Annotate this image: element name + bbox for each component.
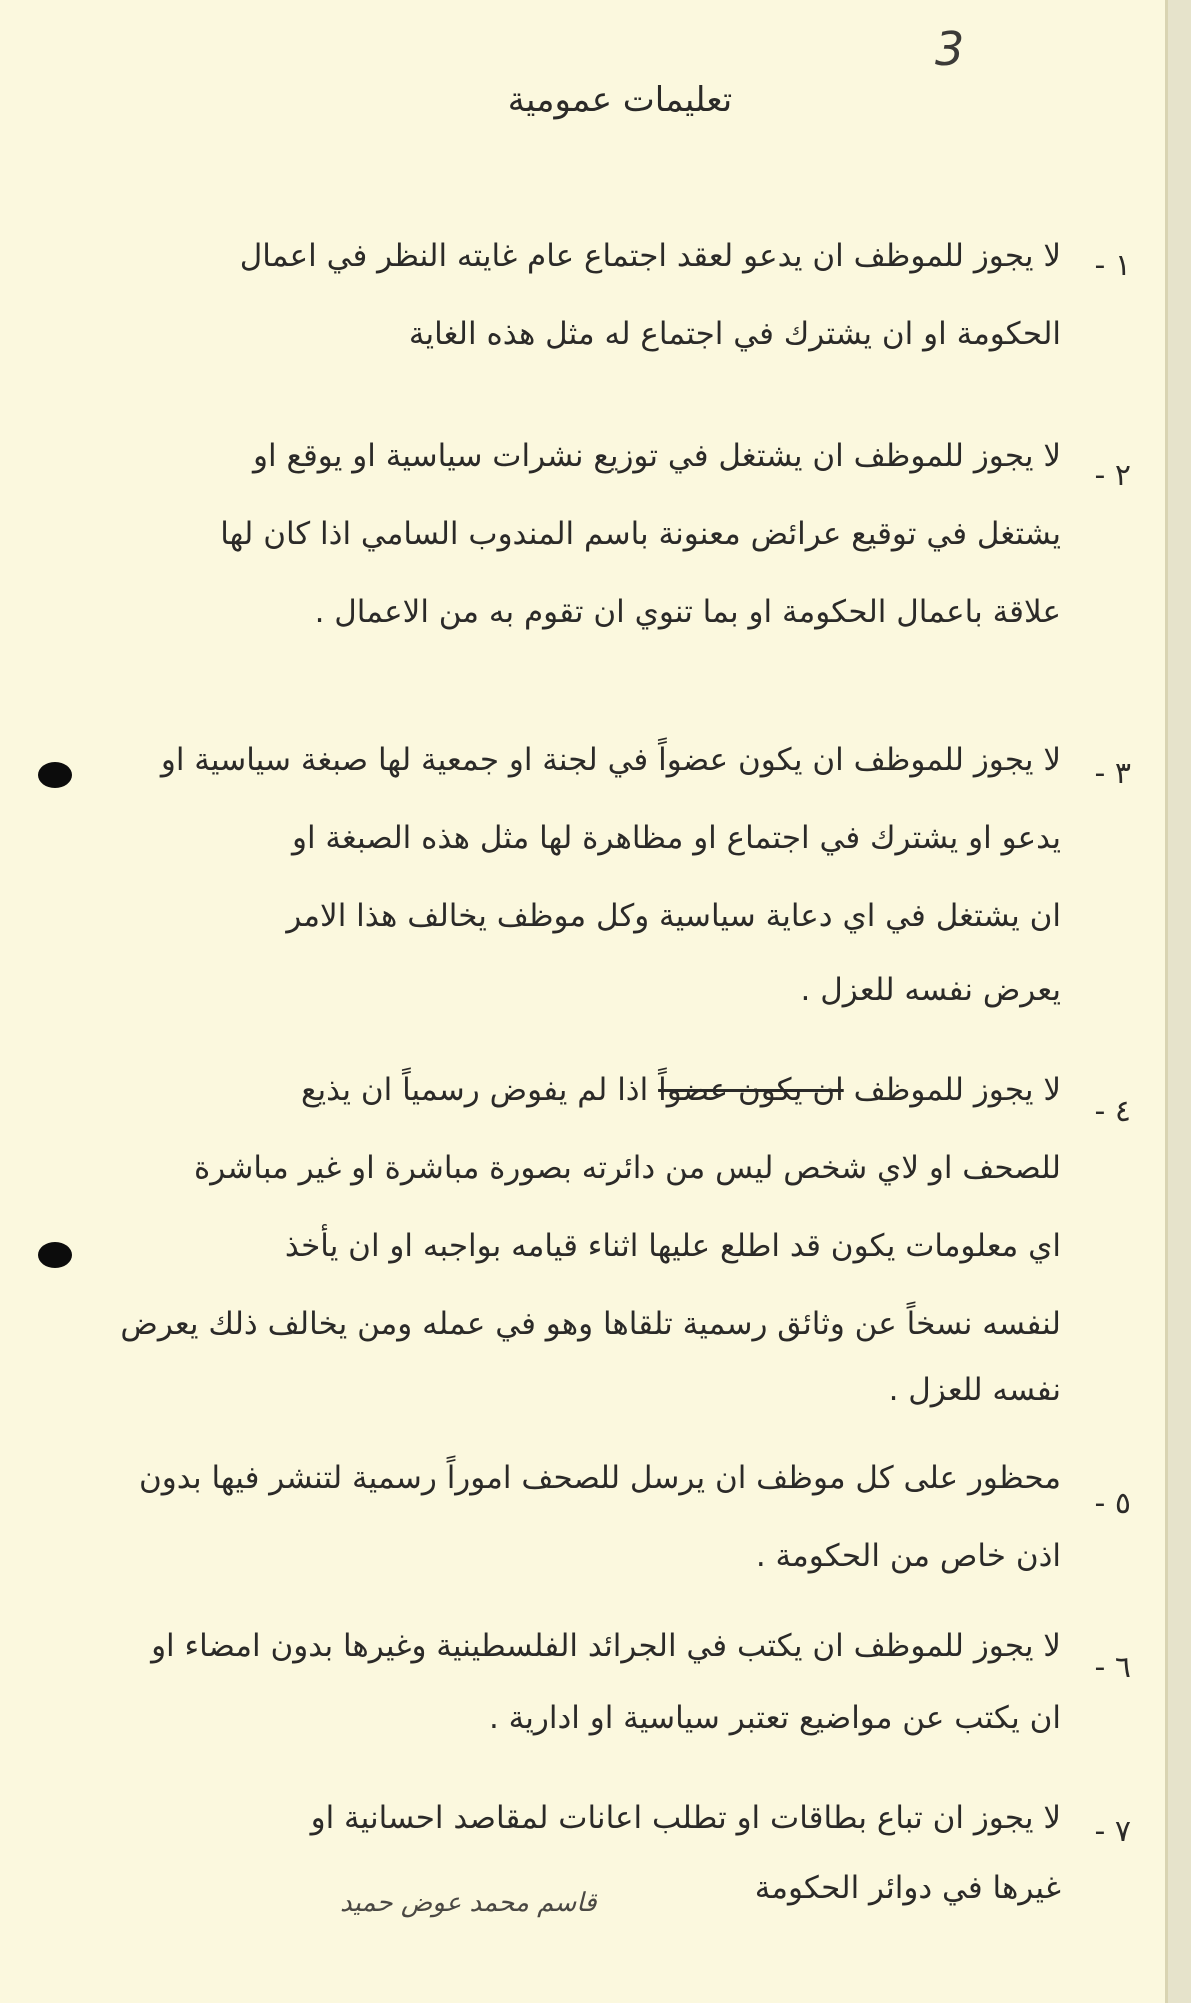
item-line: يعرض نفسه للعزل .	[800, 972, 1061, 1008]
item-line: يشتغل في توقيع عرائض معنونة باسم المندوب السامي اذا كان لها	[220, 516, 1061, 552]
signature: قاسم محمد عوض حميد	[340, 1888, 597, 1918]
item-line-end: اذا لم يفوض رسمياً ان يذيع	[300, 1072, 649, 1108]
item-line: لا يجوز للموظف ان يدعو لعقد اجتماع عام غايته النظر في اعمال	[239, 238, 1061, 274]
item-line: لا يجوز ان تباع بطاقات او تطلب اعانات لمقاصد احسانية او	[310, 1800, 1061, 1836]
item-line: ان يكتب عن مواضيع تعتبر سياسية او ادارية .	[488, 1700, 1061, 1736]
item-line: للصحف او لاي شخص ليس من دائرته بصورة مباشرة او غير مباشرة	[194, 1150, 1061, 1186]
item-line: لا يجوز للموظف ان يكون عضواً في لجنة او جمعية لها صبغة سياسية او	[160, 742, 1061, 778]
item-line: علاقة باعمال الحكومة او بما تنوي ان تقوم به من الاعمال .	[314, 594, 1061, 630]
item-number: ١ -	[1094, 248, 1131, 283]
item-line-with-correction	[301, 1072, 1061, 1108]
item-line: محظور على كل موظف ان يرسل للصحف اموراً رسمية لتنشر فيها بدون	[138, 1460, 1061, 1496]
item-line: لنفسه نسخاً عن وثائق رسمية تلقاها وهو في عمله ومن يخالف ذلك يعرض	[120, 1306, 1061, 1342]
document-title: تعليمات عمومية	[507, 80, 733, 120]
ink-blot	[38, 762, 72, 788]
item-number: ٣ -	[1094, 756, 1131, 791]
item-line: الحكومة او ان يشترك في اجتماع له مثل هذه الغاية	[408, 316, 1061, 352]
item-number: ٧ -	[1094, 1814, 1131, 1849]
item-number: ٢ -	[1094, 458, 1131, 493]
item-line: يدعو او يشترك في اجتماع او مظاهرة لها مثل هذه الصبغة او	[291, 820, 1061, 856]
item-line: لا يجوز للموظف ان يشتغل في توزيع نشرات سياسية او يوقع او	[253, 438, 1061, 474]
item-line: غيرها في دوائر الحكومة	[754, 1870, 1061, 1906]
item-line: اي معلومات يكون قد اطلع عليها اثناء قيامه بواجبه او ان يأخذ	[284, 1228, 1061, 1264]
item-number: ٦ -	[1094, 1650, 1131, 1685]
page-edge	[1168, 0, 1191, 2003]
item-line-start: لا يجوز للموظف	[853, 1072, 1061, 1108]
item-line: ان يشتغل في اي دعاية سياسية وكل موظف يخالف هذا الامر	[286, 898, 1061, 934]
ink-blot	[38, 1242, 72, 1268]
item-number: ٤ -	[1094, 1094, 1131, 1129]
item-number: ٥ -	[1094, 1486, 1131, 1521]
page-number: 3	[935, 22, 965, 76]
item-line: اذن خاص من الحكومة .	[755, 1538, 1061, 1574]
item-line: لا يجوز للموظف ان يكتب في الجرائد الفلسطينية وغيرها بدون امضاء او	[151, 1628, 1061, 1664]
item-line: نفسه للعزل .	[888, 1372, 1061, 1408]
struck-text: ان يكون عضواً	[658, 1072, 844, 1108]
